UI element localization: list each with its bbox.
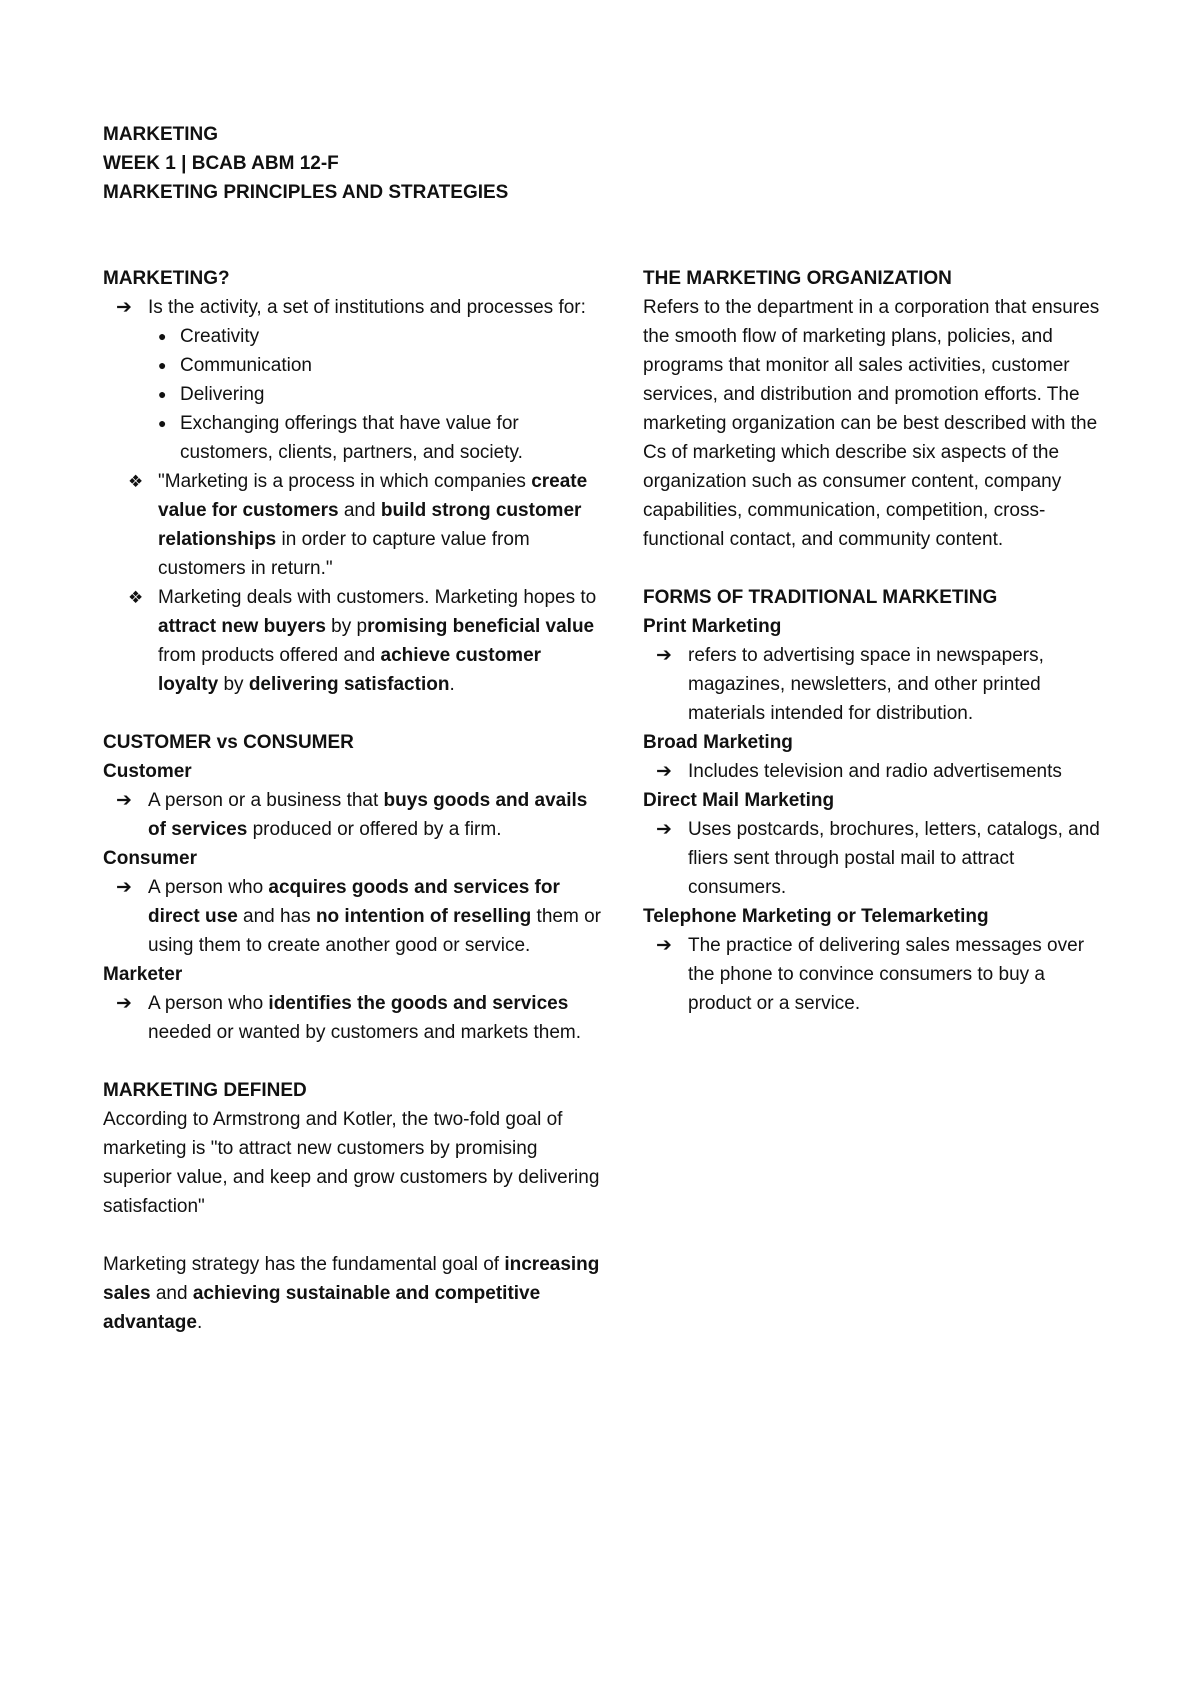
list-item bbox=[103, 467, 603, 583]
quote-text: "Marketing is a process in which companies create value for customers and build strong customer relationships in order to capture value from customers in return." bbox=[158, 471, 588, 579]
list-item bbox=[103, 989, 603, 1047]
arrow-icon: ➔ bbox=[116, 877, 132, 898]
arrow-icon: ➔ bbox=[116, 297, 132, 318]
list-item bbox=[643, 931, 1113, 1018]
section-heading-marketing: MARKETING? bbox=[103, 268, 230, 289]
definition-text: Is the activity, a set of institutions and processes for: bbox=[148, 297, 586, 318]
header-subject: MARKETING bbox=[103, 124, 219, 145]
list-item bbox=[643, 641, 1113, 728]
term-title: Telephone Marketing or Telemarketing bbox=[643, 906, 989, 927]
document-header bbox=[103, 120, 1103, 207]
term-title: Customer bbox=[103, 761, 192, 782]
bullet-text: Delivering bbox=[180, 384, 265, 405]
term-title: Marketer bbox=[103, 964, 183, 985]
bullet-text: Creativity bbox=[180, 326, 260, 347]
diamond-icon: ❖ bbox=[128, 588, 144, 607]
list-item bbox=[103, 409, 603, 467]
term-definition: The practice of delivering sales messages over the phone to convince consumers to buy a product or a service. bbox=[688, 935, 1085, 1014]
header-week: WEEK 1 | BCAB ABM 12-F bbox=[103, 153, 339, 174]
header-topic: MARKETING PRINCIPLES AND STRATEGIES bbox=[103, 182, 509, 203]
list-item bbox=[643, 815, 1113, 902]
list-item bbox=[103, 293, 603, 322]
arrow-icon: ➔ bbox=[656, 819, 672, 840]
term-title: Print Marketing bbox=[643, 616, 782, 637]
list-item bbox=[103, 322, 603, 351]
bullet-text: Exchanging offerings that have value for customers, clients, partners, and society. bbox=[180, 413, 523, 463]
term-title: Consumer bbox=[103, 848, 197, 869]
list-item bbox=[103, 351, 603, 380]
paragraph: Refers to the department in a corporation that ensures the smooth flow of marketing plans, policies, and programs that monitor all sales activities, customer services, and distribution and promotion efforts. The marketing organization can be best described with the Cs of marketing which describe six aspects of the organization such as consumer content, company capabilities, communication, competition, cross-functional contact, and community content. bbox=[643, 297, 1100, 550]
arrow-icon: ➔ bbox=[656, 761, 672, 782]
bullet-icon: ● bbox=[158, 386, 167, 402]
section-heading-traditional-marketing: FORMS OF TRADITIONAL MARKETING bbox=[643, 587, 998, 608]
arrow-icon: ➔ bbox=[116, 993, 132, 1014]
term-definition: Uses postcards, brochures, letters, catalogs, and fliers sent through postal mail to attract consumers. bbox=[688, 819, 1100, 898]
term-definition: A person who acquires goods and services for direct use and has no intention of reselling them or using them to create another good or service. bbox=[148, 877, 601, 956]
term-definition: A person who identifies the goods and services needed or wanted by customers and markets them. bbox=[148, 993, 582, 1043]
quote-text: Marketing deals with customers. Marketing hopes to attract new buyers by promising beneficial value from products offered and achieve customer loyalty by delivering satisfaction. bbox=[158, 587, 597, 695]
section-heading-marketing-organization: THE MARKETING ORGANIZATION bbox=[643, 268, 952, 289]
diamond-icon: ❖ bbox=[128, 472, 144, 491]
bullet-icon: ● bbox=[158, 415, 167, 431]
term-title: Broad Marketing bbox=[643, 732, 793, 753]
list-item bbox=[103, 583, 603, 699]
section-heading-marketing-defined: MARKETING DEFINED bbox=[103, 1080, 307, 1101]
term-definition: refers to advertising space in newspapers, magazines, newsletters, and other printed materials intended for distribution. bbox=[688, 645, 1044, 724]
section-heading-customer-vs-consumer: CUSTOMER vs CONSUMER bbox=[103, 732, 354, 753]
term-definition: Includes television and radio advertisements bbox=[688, 761, 1062, 782]
list-item bbox=[103, 380, 603, 409]
list-item bbox=[103, 786, 603, 844]
list-item bbox=[103, 873, 603, 960]
term-definition: A person or a business that buys goods and avails of services produced or offered by a firm. bbox=[148, 790, 588, 840]
bullet-text: Communication bbox=[180, 355, 312, 376]
right-column bbox=[643, 264, 1113, 1018]
paragraph: According to Armstrong and Kotler, the two-fold goal of marketing is "to attract new customers by promising superior value, and keep and grow customers by delivering satisfaction" bbox=[103, 1109, 600, 1217]
left-column bbox=[103, 264, 603, 1337]
arrow-icon: ➔ bbox=[656, 935, 672, 956]
list-item bbox=[643, 757, 1113, 786]
arrow-icon: ➔ bbox=[116, 790, 132, 811]
arrow-icon: ➔ bbox=[656, 645, 672, 666]
bullet-icon: ● bbox=[158, 357, 167, 373]
term-title: Direct Mail Marketing bbox=[643, 790, 835, 811]
paragraph: Marketing strategy has the fundamental goal of increasing sales and achieving sustainable and competitive advantage. bbox=[103, 1254, 600, 1333]
bullet-icon: ● bbox=[158, 328, 167, 344]
